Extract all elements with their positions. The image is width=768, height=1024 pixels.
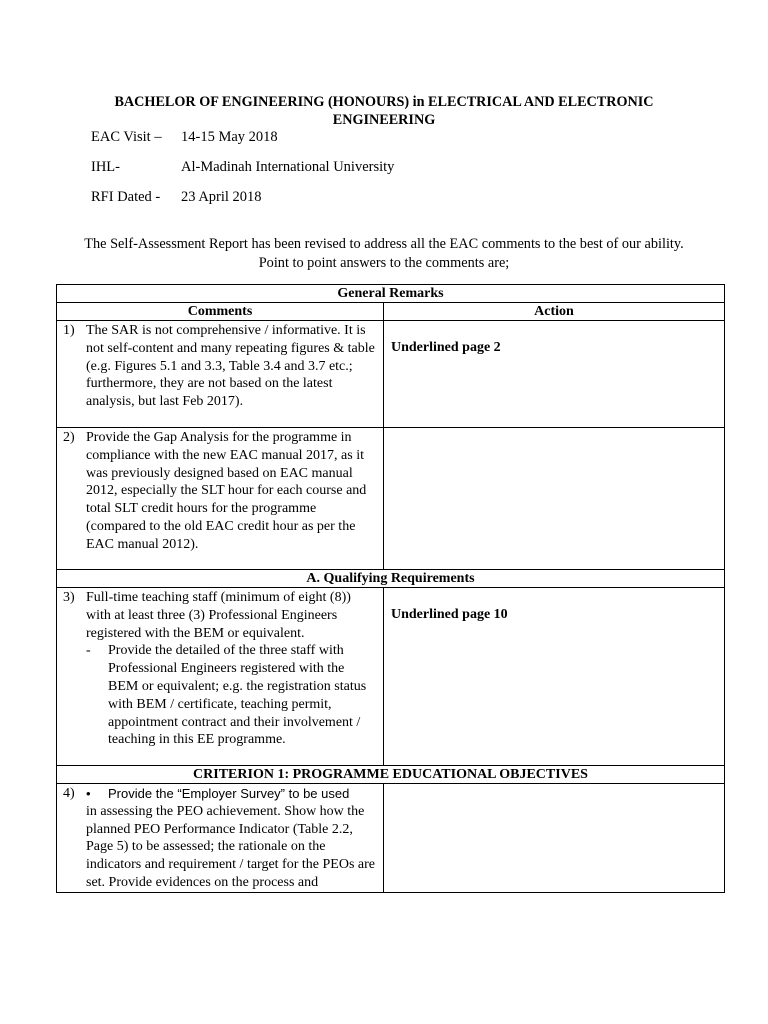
bullet-text: Provide the “Employer Survey” to be used	[108, 786, 350, 801]
sub-item	[86, 642, 377, 749]
comment-text: Full-time teaching staff (minimum of eight (8)) with at least three (3) Professional Engineers registered with the BEM or equivalent.	[86, 590, 351, 641]
section-header	[57, 766, 725, 784]
section-title: General Remarks	[57, 285, 725, 303]
comment-text: The SAR is not comprehensive / informative. It is not self-content and many repeating figures & table (e.g. Figures 5.1 and 3.3, Table 3.4 and 3.7 etc.; furthermore, they are not based on the latest analysis, but last Feb 2017).	[86, 323, 375, 410]
bullet-marker: •	[86, 786, 91, 801]
section-header	[57, 285, 725, 303]
rfi-table	[56, 284, 725, 893]
dash-marker: -	[86, 643, 91, 659]
table-row	[57, 784, 725, 893]
comment-text: Provide the Gap Analysis for the programme in compliance with the new EAC manual 2017, as it was previously designed based on EAC manual 2012, especially the SLT hour for each course and total SLT credit hours for the programme (compared to the old EAC credit hour as per the EAC manual 2012).	[86, 430, 367, 552]
table-row	[57, 588, 725, 766]
section-header	[57, 570, 725, 588]
comment-cell	[57, 784, 384, 893]
sub-item-text: Provide the detailed of the three staff with Professional Engineers registered with the BEM or equivalent; e.g. the registration status with BEM / certificate, teaching permit, appointment contract and their involvement / teaching in this EE programme.	[108, 643, 367, 748]
row-number: 3)	[63, 590, 75, 605]
table-row	[57, 321, 725, 428]
action-cell	[384, 784, 725, 893]
comment-cell	[57, 588, 384, 766]
meta-value: Al-Madinah International University	[181, 159, 395, 175]
comment-text: in assessing the PEO achievement. Show how the planned PEO Performance Indicator (Table 2.2, Page 5) to be assessed; the rationale on the indicators and requirement / target for the PEOs are set. Provide evidences on the process and	[86, 803, 375, 890]
meta-key: EAC Visit –	[91, 129, 162, 145]
section-title: A. Qualifying Requirements	[57, 570, 725, 588]
action-text: Underlined page 10	[391, 607, 508, 622]
comment-cell	[57, 321, 384, 428]
row-number: 1)	[63, 323, 75, 338]
section-title: CRITERION 1: PROGRAMME EDUCATIONAL OBJECTIVES	[57, 766, 725, 784]
intro-paragraph: The Self-Assessment Report has been revised to address all the EAC comments to the best of our ability. Point to point answers to the comments are;	[84, 236, 684, 271]
meta-value: 23 April 2018	[181, 189, 262, 205]
meta-key: RFI Dated -	[91, 189, 161, 205]
table-row	[57, 428, 725, 570]
meta-key: IHL-	[91, 159, 120, 175]
action-text: Underlined page 2	[391, 340, 501, 355]
column-headers	[57, 303, 725, 321]
document-title: BACHELOR OF ENGINEERING (HONOURS) in ELECTRICAL AND ELECTRONIC ENGINEERING	[114, 94, 654, 128]
row-number: 2)	[63, 430, 75, 445]
bullet-line	[86, 785, 377, 803]
action-cell	[384, 321, 725, 428]
action-cell	[384, 588, 725, 766]
meta-value: 14-15 May 2018	[181, 129, 278, 145]
action-header: Action	[384, 303, 725, 321]
comments-header: Comments	[57, 303, 384, 321]
action-cell	[384, 428, 725, 570]
row-number: 4)	[63, 786, 75, 801]
comment-cell	[57, 428, 384, 570]
